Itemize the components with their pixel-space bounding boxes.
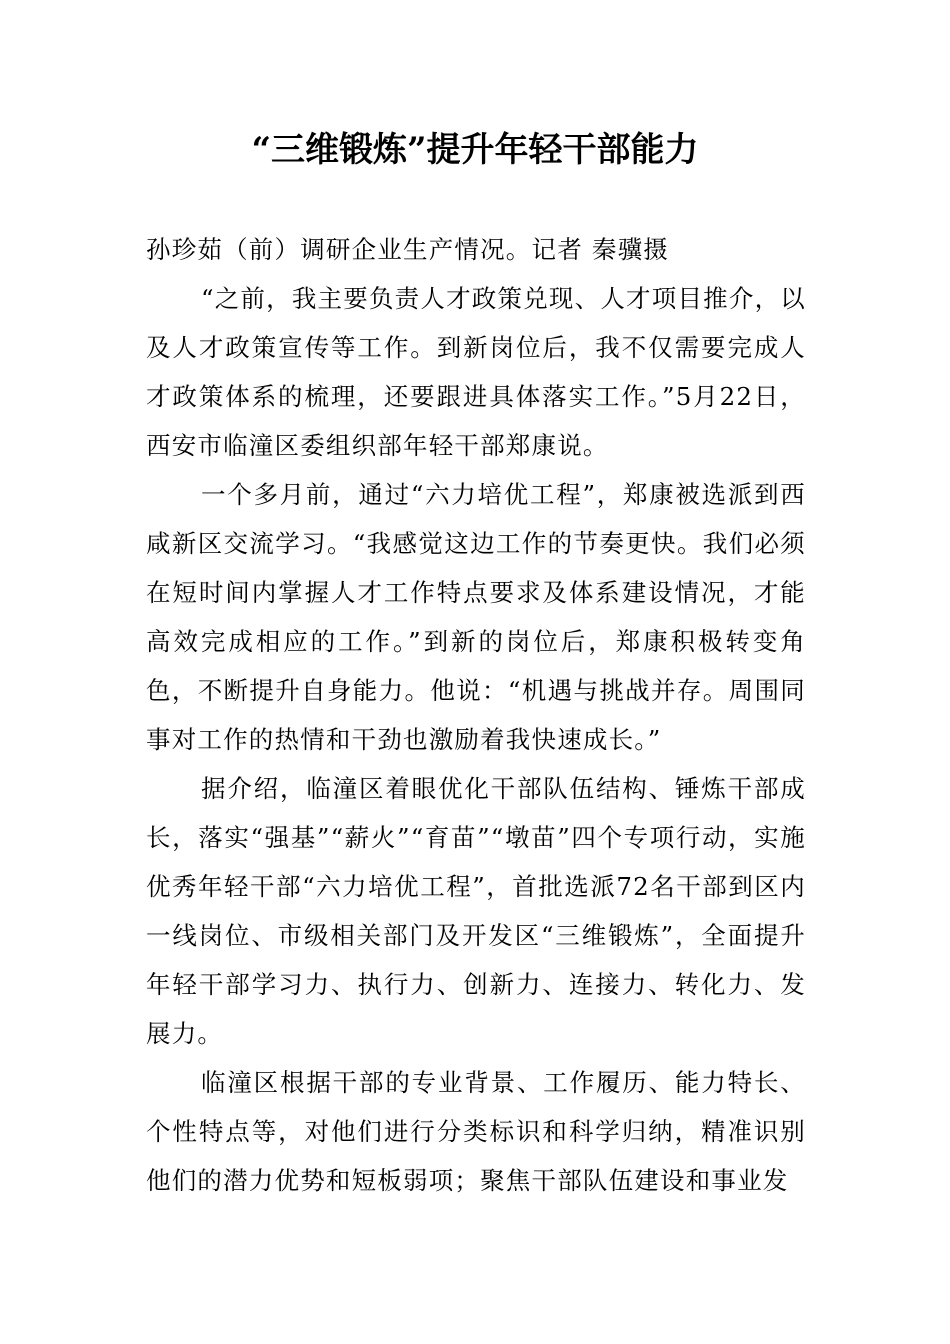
article-body bbox=[146, 225, 806, 1205]
photo-caption: 孙珍茹（前）调研企业生产情况。记者 秦骥摄 bbox=[146, 235, 669, 264]
body-paragraph-1: “之前，我主要负责人才政策兑现、人才项目推介，以及人才政策宣传等工作。到新岗位后，我不仅需要完成人才政策体系的梳理，还要跟进具体落实工作。”5月22日，西安市临潼区委组织部年轻干部郑康说。 bbox=[146, 284, 806, 460]
body-paragraph-3: 据介绍，临潼区着眼优化干部队伍结构、锤炼干部成长，落实“强基”“薪火”“育苗”“墩苗”四个专项行动，实施优秀年轻干部“六力培优工程”，首批选派72名干部到区内一线岗位、市级相关部门及开发区“三维锻炼”，全面提升年轻干部学习力、执行力、创新力、连接力、转化力、发展力。 bbox=[146, 774, 806, 1048]
body-paragraph-4: 临潼区根据干部的专业背景、工作履历、能力特长、个性特点等，对他们进行分类标识和科学归纳，精准识别他们的潜力优势和短板弱项；聚焦干部队伍建设和事业发 bbox=[146, 1068, 806, 1195]
article-title: “三维锻炼”提升年轻干部能力 bbox=[251, 130, 699, 170]
body-paragraph-2: 一个多月前，通过“六力培优工程”，郑康被选派到西咸新区交流学习。“我感觉这边工作的节奏更快。我们必须在短时间内掌握人才工作特点要求及体系建设情况，才能高效完成相应的工作。”到新的岗位后，郑康积极转变角色，不断提升自身能力。他说：“机遇与挑战并存。周围同事对工作的热情和干劲也激励着我快速成长。” bbox=[146, 480, 806, 754]
